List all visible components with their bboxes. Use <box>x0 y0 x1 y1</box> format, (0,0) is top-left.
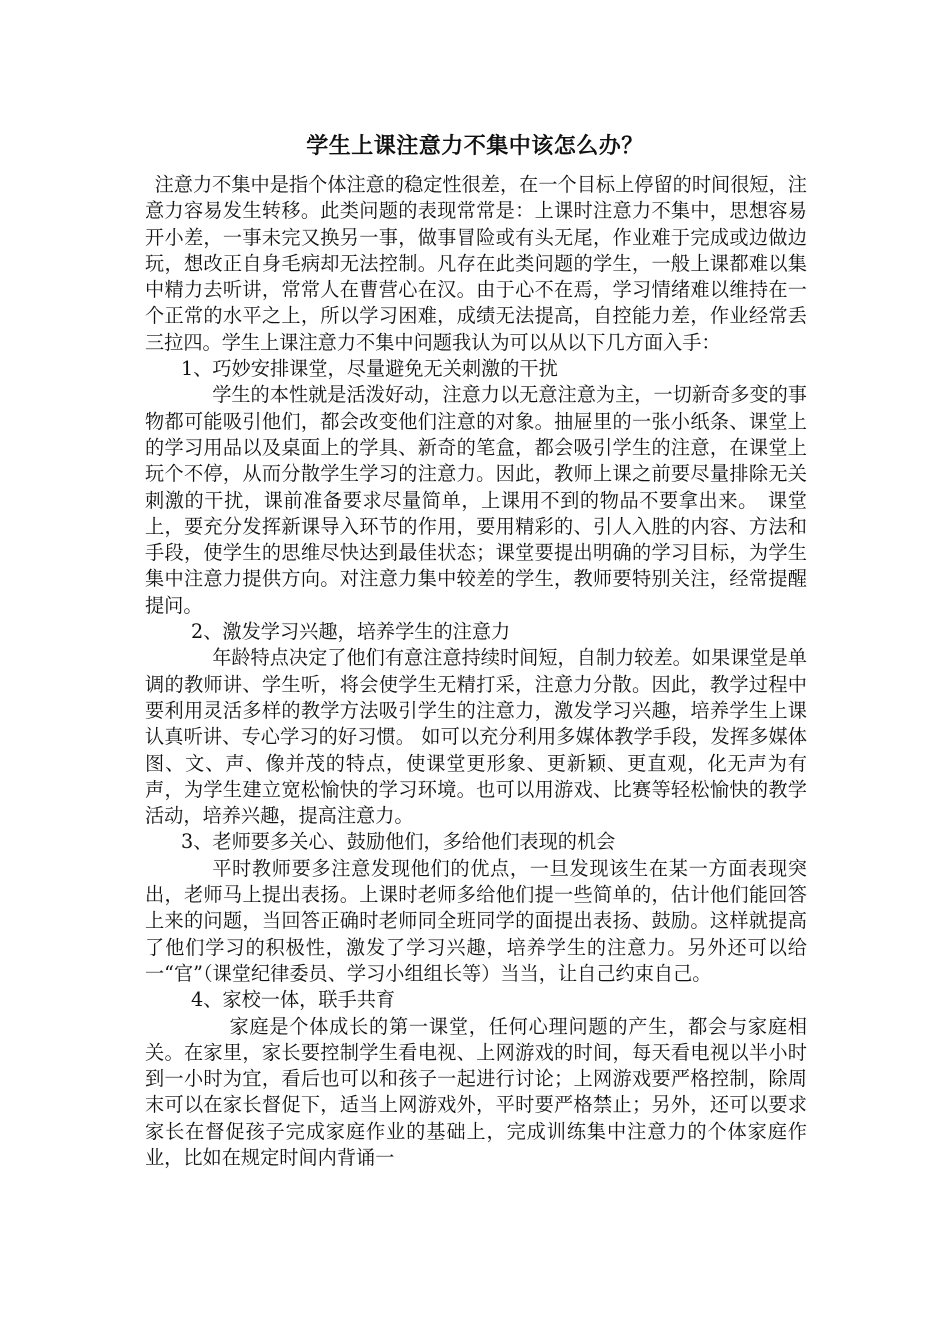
section-heading-4: 4、家校一体，联手共育 <box>191 988 396 1012</box>
document-body <box>145 172 807 1171</box>
section-heading-3: 3、老师要多关心、鼓励他们，多给他们表现的机会 <box>181 830 616 854</box>
intro-paragraph: 注意力不集中是指个体注意的稳定性很差，在一个目标上停留的时间很短，注意力容易发生转移。此类问题的表现常常是：上课时注意力不集中，思想容易开小差，一事未完又换另一事，做事冒险或有头无尾，作业难于完成或边做边玩，想改正自身毛病却无法控制。凡存在此类问题的学生，一般上课都难以集中精力去听讲，常常人在曹营心在汉。由于心不在焉，学习情绪难以维持在一个正常的水平之上，所以学习困难，成绩无法提高，自控能力差，作业经常丢三拉四。学生上课注意力不集中问题我认为可以从以下几方面入手： <box>145 173 807 354</box>
section-heading-2: 2、激发学习兴趣，培养学生的注意力 <box>191 620 511 644</box>
section-paragraph-3: 平时教师要多注意发现他们的优点，一旦发现该生在某一方面表现突出，老师马上提出表扬。上课时老师多给他们提一些简单的，估计他们能回答上来的问题，当回答正确时老师同全班同学的面提出表扬、鼓励。这样就提高了他们学习的积极性，激发了学习兴趣，培养学生的注意力。另外还可以给一“官”（课堂纪律委员、学习小组组长等）当当，让自己约束自己。 <box>145 856 807 985</box>
document-title: 学生上课注意力不集中该怎么办？ <box>306 134 644 159</box>
section-paragraph-4: 家庭是个体成长的第一课堂，任何心理问题的产生，都会与家庭相关。在家里，家长要控制学生看电视、上网游戏的时间，每天看电视以半小时到一小时为宜，看后也可以和孩子一起进行讨论；上网游戏要严格控制，除周末可以在家长督促下，适当上网游戏外，平时要严格禁止；另外，还可以要求家长在督促孩子完成家庭作业的基础上，完成训练集中注意力的个体家庭作业，比如在规定时间内背诵一 <box>145 1014 807 1169</box>
section-paragraph-2: 年龄特点决定了他们有意注意持续时间短，自制力较差。如果课堂是单调的教师讲、学生听，将会使学生无精打采，注意力分散。因此，教学过程中要利用灵活多样的教学方法吸引学生的注意力，激发学习兴趣，培养学生上课认真听讲、专心学习的好习惯。 如可以充分利用多媒体教学手段，发挥多媒体图、文、声、像并茂的特点，使课堂更形象、更新颖、更直观，化无声为有声，为学生建立宽松愉快的学习环境。也可以用游戏、比赛等轻松愉快的教学活动，培养兴趣，提高注意力。 <box>145 646 807 828</box>
section-heading-1: 1、巧妙安排课堂，尽量避免无关刺激的干扰 <box>181 357 558 381</box>
section-paragraph-1: 学生的本性就是活泼好动，注意力以无意注意为主，一切新奇多变的事物都可能吸引他们，都会改变他们注意的对象。抽屉里的一张小纸条、课堂上的学习用品以及桌面上的学具、新奇的笔盒，都会吸引学生的注意，在课堂上玩个不停，从而分散学生学习的注意力。因此，教师上课之前要尽量排除无关刺激的干扰，课前准备要求尽量简单，上课用不到的物品不要拿出来。 课堂上，要充分发挥新课导入环节的作用，要用精彩的、引人入胜的内容、方法和手段，使学生的思维尽快达到最佳状态；课堂要提出明确的学习目标，为学生集中注意力提供方向。对注意力集中较差的学生，教师要特别关注，经常提醒提问。 <box>145 383 807 617</box>
